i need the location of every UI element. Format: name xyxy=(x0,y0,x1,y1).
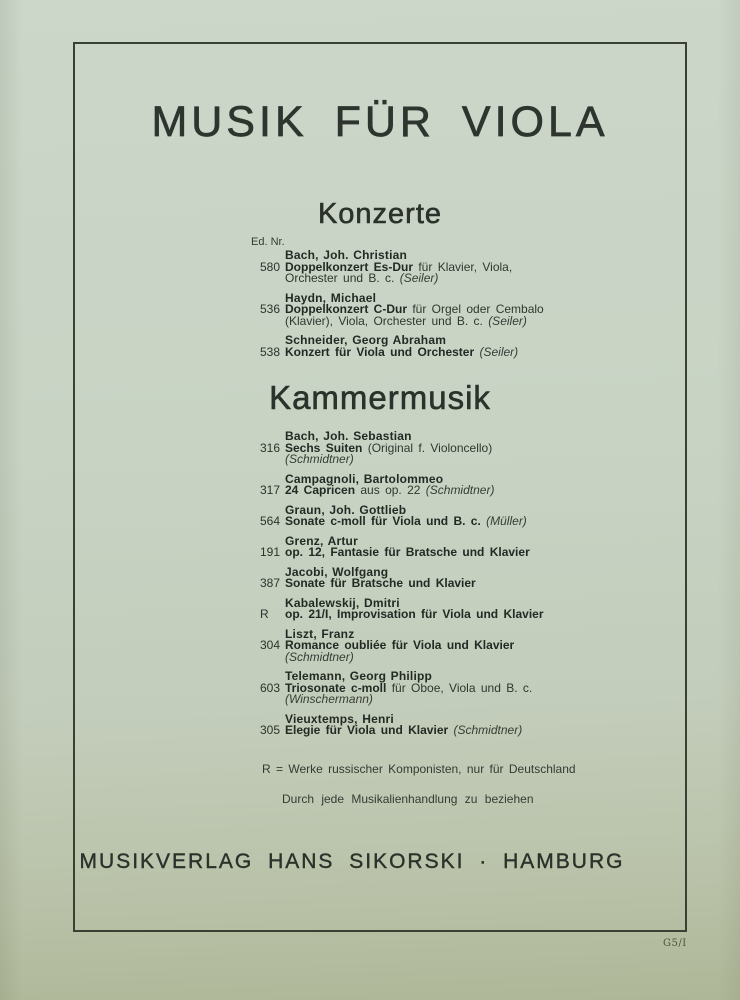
work-title-text: für Oboe, Viola und B. c. xyxy=(386,680,533,695)
editor-name: (Seiler) xyxy=(399,271,439,285)
work-title xyxy=(285,304,685,327)
work-title xyxy=(285,516,685,528)
edition-number: 564 xyxy=(260,514,281,528)
work-title xyxy=(285,485,685,497)
editor-name: (Schmidtner) xyxy=(453,723,523,737)
edition-number: 317 xyxy=(260,483,281,497)
work-title-line xyxy=(285,649,685,664)
edition-number: 387 xyxy=(260,576,281,590)
work-title-line xyxy=(285,578,685,590)
work-title-text: op. 21/I, Improvisation für Viola und Klavier xyxy=(285,607,544,621)
note-line-russian-works: R = Werke russischer Komponisten, nur für Deutschland xyxy=(262,762,576,776)
composer-name: Graun, Joh. Gottlieb xyxy=(285,502,407,517)
catalog-entry xyxy=(75,471,685,497)
catalog-entry xyxy=(75,564,685,590)
work-title-line xyxy=(285,725,685,737)
catalog-entry xyxy=(75,595,685,621)
composer-name: Jacobi, Wolfgang xyxy=(285,564,389,579)
composer-name: Liszt, Franz xyxy=(285,626,355,641)
page-title: MUSIK FÜR VIOLA xyxy=(151,98,609,146)
edition-number: 536 xyxy=(260,302,281,316)
catalog-entry xyxy=(75,626,685,664)
work-title xyxy=(285,680,685,706)
composer-name: Schneider, Georg Abraham xyxy=(285,333,447,347)
work-title xyxy=(285,440,685,466)
editor-name: (Schmidtner) xyxy=(425,483,495,497)
work-list-konzerte xyxy=(75,250,685,358)
work-title-line xyxy=(285,609,685,621)
catalog-entry xyxy=(75,290,685,328)
composer-name: Grenz, Artur xyxy=(285,533,358,548)
editor-name: (Schmidtner) xyxy=(285,649,354,664)
edition-number: 316 xyxy=(260,440,281,455)
edition-number: 305 xyxy=(260,723,281,737)
editor-name: (Seiler) xyxy=(488,313,527,328)
work-title-line xyxy=(285,516,685,528)
work-title-text: Sonate für Bratsche und Klavier xyxy=(285,576,476,590)
work-title xyxy=(285,344,685,359)
work-title-text: 24 Capricen xyxy=(285,483,356,497)
work-title-line xyxy=(285,547,685,559)
work-title-text: Triosonate c-moll xyxy=(285,680,387,695)
work-title-text: Doppelkonzert Es-Dur xyxy=(285,259,414,274)
edition-number: 304 xyxy=(260,638,281,652)
composer-name: Bach, Joh. Sebastian xyxy=(285,429,412,443)
work-title-text: Romance oubliée für Viola und Klavier xyxy=(285,638,515,652)
editor-name: (Winschermann) xyxy=(285,692,373,706)
section-heading-konzerte: Konzerte xyxy=(317,198,443,230)
work-title-line xyxy=(285,694,685,706)
composer-name: Vieuxtemps, Henri xyxy=(285,711,394,726)
work-title-line xyxy=(285,313,685,328)
work-title-text: Sonate c-moll für Viola und B. c. xyxy=(285,514,487,528)
composer-name: Telemann, Georg Philipp xyxy=(285,669,433,683)
work-title-line xyxy=(285,485,685,497)
work-title-text: für Klavier, Viola, xyxy=(413,259,513,274)
ed-nr-label: Ed. Nr. xyxy=(251,236,285,248)
edition-number: 580 xyxy=(260,259,281,274)
editor-name: (Seiler) xyxy=(479,344,519,359)
work-title-text: (Klavier), Viola, Orchester und B. c. xyxy=(285,313,489,328)
work-title xyxy=(285,609,685,621)
work-title-text: op. 12, Fantasie für Bratsche und Klavier xyxy=(285,545,530,559)
work-title-text: Elegie für Viola und Klavier xyxy=(285,723,454,737)
section-heading-kammermusik: Kammermusik xyxy=(269,379,491,416)
work-title-text: Doppelkonzert C-Dur xyxy=(285,302,407,316)
work-title xyxy=(285,578,685,590)
catalog-entry xyxy=(75,671,685,706)
plate-number: G5/I xyxy=(663,938,687,949)
work-title-text: aus op. 22 xyxy=(355,483,426,497)
composer-name: Kabalewskij, Dmitri xyxy=(285,595,400,610)
work-title-text: Konzert für Viola und Orchester xyxy=(285,344,480,359)
catalog-entry xyxy=(75,533,685,559)
composer-name: Campagnoli, Bartolommeo xyxy=(285,471,444,486)
editor-name: (Schmidtner) xyxy=(285,452,354,466)
editor-name: (Müller) xyxy=(486,514,527,528)
note-line-availability: Durch jede Musikalienhandlung zu beziehen xyxy=(282,792,534,806)
work-list-kammermusik xyxy=(75,431,685,737)
work-title xyxy=(285,259,685,285)
work-title-line xyxy=(285,344,685,359)
work-title xyxy=(285,725,685,737)
catalog-entry xyxy=(75,502,685,528)
work-title-text: Orchester und B. c. xyxy=(285,271,400,285)
footnotes xyxy=(75,762,685,806)
composer-name: Haydn, Michael xyxy=(285,290,377,305)
edition-number: R xyxy=(260,607,269,621)
edition-number: 603 xyxy=(260,680,281,695)
work-title-line xyxy=(285,273,685,285)
work-title-text: (Original f. Violoncello) xyxy=(362,440,493,455)
composer-name: Bach, Joh. Christian xyxy=(285,248,408,262)
work-title-text: für Orgel oder Cembalo xyxy=(407,302,544,316)
catalog-border-frame xyxy=(73,42,687,932)
catalog-entry xyxy=(75,431,685,466)
work-title-line xyxy=(285,454,685,466)
work-title xyxy=(285,547,685,559)
section-konzerte xyxy=(75,199,685,366)
work-title-text: Sechs Suiten xyxy=(285,440,363,455)
edition-number: 191 xyxy=(260,545,281,559)
section-kammermusik xyxy=(75,381,685,745)
publisher-line: MUSIKVERLAG HANS SIKORSKI · HAMBURG xyxy=(79,850,625,873)
catalog-entry xyxy=(75,711,685,737)
catalog-entry xyxy=(75,335,685,358)
edition-number: 538 xyxy=(260,344,281,359)
work-title xyxy=(285,640,685,663)
catalog-entry xyxy=(75,250,685,285)
